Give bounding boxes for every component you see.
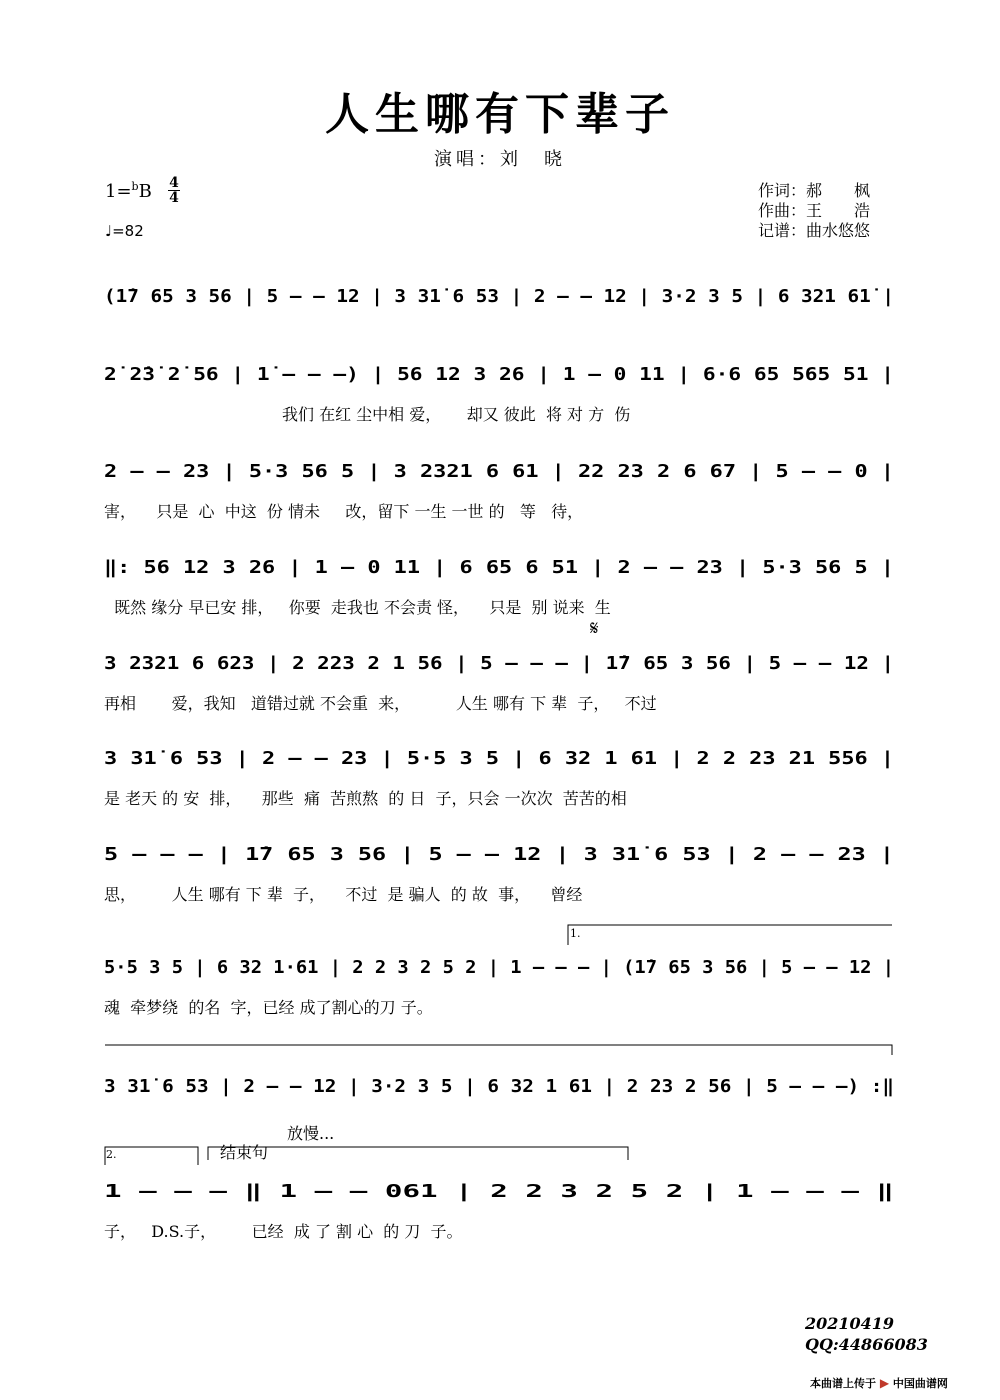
quarter-note-icon: ♩: [105, 222, 113, 240]
transcriber-credit: 记谱：曲水悠悠: [758, 221, 871, 240]
notation-line: [0, 545, 1000, 593]
notation-line: [0, 945, 1000, 993]
segno-sign: 𝄋: [590, 616, 599, 640]
time-bottom: 4: [169, 190, 179, 206]
transcription-date: 20210419: [805, 1314, 895, 1333]
volta-1-label: 1.: [570, 927, 581, 940]
notation-line: [0, 1169, 1000, 1217]
lyricist-credit: 作词：郝 枫: [758, 181, 871, 200]
composer-credit: 作曲：王 浩: [758, 201, 871, 220]
score-title: 人生哪有下辈子: [325, 89, 675, 140]
notes-text: 3 2321 6 623 | 2 223 2 1 56 | 5 – – – | 1̇7 65 3 56 | 5 – – 12 |: [104, 653, 894, 674]
site-logo-icon: ▶: [879, 1376, 890, 1390]
lyrics-line: 我们 在红 尘中相 爱， 却又 彼此 将 对 方 伤: [104, 405, 631, 424]
notation-line: [0, 352, 1000, 400]
upload-text: 本曲谱上传于: [810, 1377, 876, 1390]
tempo-value: =82: [112, 222, 144, 240]
key-prefix: 1=: [105, 181, 132, 202]
notation-line: [0, 274, 1000, 322]
notation-line: [0, 641, 1000, 689]
key-letter: B: [138, 181, 152, 202]
credits-block: [758, 181, 870, 241]
notation-line: [0, 832, 1000, 880]
notes-text: 3 31̇ 6 53 | 2 – – 23 | 5·5 3 5 | 6 32 1 61 | 2 2 23 21 556 |: [104, 748, 894, 769]
notes-text: 2̇ 2̇3̇ 2̇ 56 | 1̇ – – –) | 56 12 3 26 | 1 – 0 11 | 6·6 65 565 51 |: [104, 364, 894, 385]
key-signature: [105, 180, 152, 202]
lyrics-line: 害， 只是 心 中这 份 情未 改，留下 一生 一世 的 等 待，: [104, 502, 584, 521]
singer-credit: 演唱：刘 晓: [434, 149, 566, 170]
notes-text: ‖: 56 12 3 26 | 1 – 0 11 | 6 65 6 51 | 2 – – 23 | 5·3 56 5 |: [104, 557, 894, 578]
notes-text: 2 – – 23 | 5·3 56 5 | 3 2321 6 61 | 22 23 2 6 67 | 5 – – 0 |: [104, 461, 894, 482]
notation-line: [0, 1064, 1000, 1112]
lyrics-line: 再相 爱，我知 道错过就 不会重 来， 人生 哪有 下 辈 子， 不过: [104, 694, 657, 713]
ending-section-label: 结束句: [220, 1143, 269, 1162]
slow-down-marking: 放慢...: [287, 1124, 335, 1143]
notes-text: (1̇7 65 3 56 | 5 – – 12 | 3 31̇ 6 53 | 2 – – 12 | 3·2 3 5 | 6 321 61̇ |: [104, 286, 895, 307]
time-top: 4: [169, 175, 179, 191]
volta-2-label: 2.: [106, 1148, 117, 1161]
notes-text: 5·5 3 5 | 6 32 1·61 | 2 2 3 2 5 2 | 1 – – – | (1̇7 65 3 56 | 5 – – 12 |: [104, 957, 895, 978]
tempo-marking: [105, 222, 144, 240]
lyrics-line: 思， 人生 哪有 下 辈 子， 不过 是 骗人 的 故 事， 曾经: [104, 885, 583, 904]
qq-number: QQ:44866083: [805, 1335, 928, 1354]
lyrics-line: 既然 缘分 早已安 排， 你要 走我也 不会责 怪， 只是 别 说来 生: [104, 598, 611, 617]
notation-line: [0, 736, 1000, 784]
transcription-date-and-qq: [805, 1313, 928, 1355]
time-signature: [168, 176, 180, 205]
lyrics-line: 子， D.S.子， 已经 成 了 割 心 的 刀 子。: [104, 1222, 463, 1241]
notes-text: 3 31̇ 6 53 | 2 – – 12 | 3·2 3 5 | 6 32 1 61 | 2 23 2 56 | 5 – – –) :‖: [104, 1076, 895, 1097]
notes-text: 1 – – – ‖ 1 – – 061 | 2 2 3 2 5 2 | 1 – – – ‖: [104, 1181, 894, 1202]
lyrics-line: 魂 牵梦绕 的名 字，已经 成了割心的刀 子。: [104, 998, 433, 1017]
notes-text: 5 – – – | 1̇7 65 3 56 | 5 – – 12 | 3 31̇ 6 53 | 2 – – 23 |: [104, 844, 894, 865]
key-flat: b: [131, 180, 139, 193]
lyrics-line: 是 老天 的 安 排， 那些 痛 苦煎熬 的 日 子，只会 一次次 苦苦的相: [104, 789, 627, 808]
site-name: 中国曲谱网: [892, 1377, 948, 1390]
upload-footer: [810, 1375, 948, 1391]
notation-line: [0, 449, 1000, 497]
